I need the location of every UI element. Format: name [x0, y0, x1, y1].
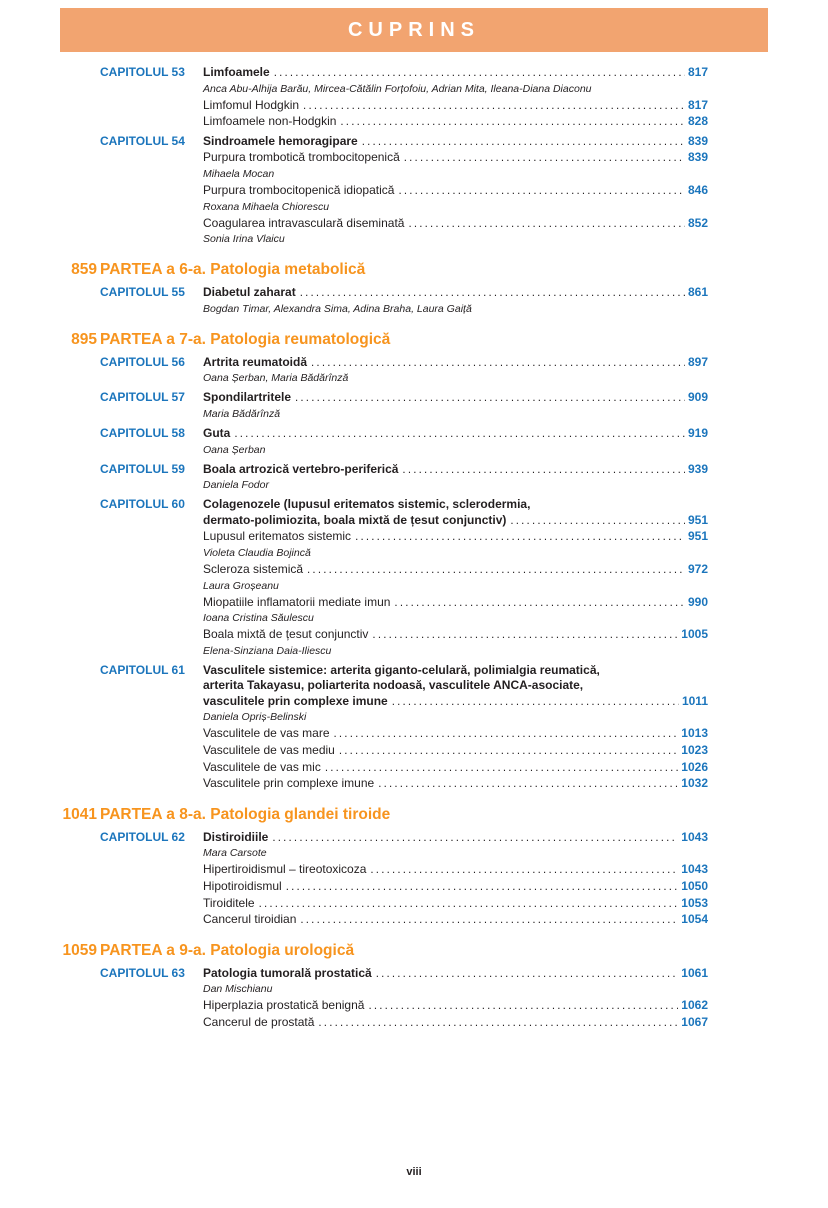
part-heading	[71, 330, 708, 349]
entry-leader-row	[203, 426, 708, 443]
dot-leader	[300, 913, 678, 929]
entry-title: Tiroiditele	[203, 895, 255, 910]
dot-leader	[286, 880, 679, 896]
toc-list	[62, 65, 708, 1032]
entry-title: Vasculitele de vas mediu	[203, 743, 335, 758]
entry-leader-row	[203, 98, 708, 115]
entry-leader-row	[203, 513, 708, 530]
dot-leader	[295, 391, 685, 407]
entry-title: Patologia tumorală prostatică	[203, 965, 372, 980]
entry-body	[203, 627, 708, 660]
entry-authors: Anca Abu-Alhija Barău, Mircea-Cătălin Forțofoiu, Adrian Mita, Ileana-Diana Diaconu	[203, 82, 592, 95]
part-title: PARTEA a 8-a. Patologia glandei tiroide	[100, 805, 391, 823]
entry-body	[203, 355, 708, 388]
entry-page-number: 972	[687, 561, 708, 576]
part-title: PARTEA a 9-a. Patologia urologică	[100, 941, 355, 959]
entry-leader-row	[203, 776, 708, 793]
entry-leader-row	[203, 462, 708, 479]
dot-leader	[376, 967, 679, 983]
entry-page-number: 990	[687, 594, 708, 609]
entry-page-number: 1032	[681, 776, 708, 791]
dot-leader	[334, 727, 679, 743]
entry-page-number: 839	[687, 133, 708, 148]
dot-leader	[311, 356, 685, 372]
sub-entry	[100, 595, 708, 628]
entry-title-line: arterita Takayasu, poliarterita nodoasă, vasculitele ANCA-asociate,	[203, 678, 584, 693]
dot-leader	[274, 66, 685, 82]
dot-leader	[318, 1016, 678, 1032]
entry-leader-row	[203, 830, 708, 847]
entry-body	[203, 426, 708, 459]
entry-title: Miopatiile inflamatorii mediate imun	[203, 594, 391, 609]
entry-authors: Laura Groșeanu	[203, 579, 279, 592]
sub-entry	[100, 726, 708, 743]
entry-title: Purpura trombocitopenică idiopatică	[203, 182, 395, 197]
entry-page-number: 939	[687, 461, 708, 476]
chapter-entry	[100, 497, 708, 529]
entry-title: Cancerul tiroidian	[203, 912, 297, 927]
dot-leader	[259, 897, 679, 913]
part-title: PARTEA a 7-a. Patologia reumatologică	[100, 330, 391, 348]
entry-body	[203, 966, 708, 999]
sub-entry	[100, 912, 708, 929]
entry-page-number: 897	[687, 354, 708, 369]
entry-body	[203, 390, 708, 423]
entry-page-number: 1043	[681, 862, 708, 877]
entry-authors: Daniela Opriș-Belinski	[203, 711, 307, 724]
dot-leader	[370, 863, 678, 879]
entry-title: Coagularea intravasculară diseminată	[203, 215, 405, 230]
page-title: CUPRINS	[347, 18, 480, 41]
dot-leader	[300, 286, 685, 302]
entry-body	[203, 134, 708, 151]
entry-page-number: 817	[687, 65, 708, 79]
entry-authors: Maria Bădărînză	[203, 407, 281, 420]
entry-leader-row	[203, 998, 708, 1015]
dot-leader	[307, 563, 685, 579]
entry-leader-row	[203, 216, 708, 233]
dot-leader	[368, 999, 678, 1015]
entry-leader-row	[203, 1015, 708, 1032]
chapter-label: CAPITOLUL 53	[100, 65, 185, 79]
dot-leader	[372, 628, 678, 644]
entry-authors: Violeta Claudia Bojincă	[203, 546, 311, 559]
sub-entry	[100, 627, 708, 660]
entry-page-number: 846	[687, 182, 708, 197]
entry-authors: Daniela Fodor	[203, 479, 269, 492]
entry-leader-row	[203, 912, 708, 929]
entry-page-number: 951	[687, 529, 708, 544]
entry-body	[203, 562, 708, 595]
entry-authors: Oana Șerban	[203, 443, 266, 456]
entry-body	[203, 216, 708, 249]
entry-page-number: 828	[687, 114, 708, 129]
part-start-page: 895	[71, 330, 97, 348]
sub-entry	[100, 879, 708, 896]
entry-leader-row	[203, 879, 708, 896]
sub-entry	[100, 529, 708, 562]
dot-leader	[339, 744, 678, 760]
entry-body	[203, 285, 708, 318]
entry-page-number: 919	[687, 425, 708, 440]
chapter-label: CAPITOLUL 55	[100, 285, 185, 300]
sub-entry	[100, 776, 708, 793]
dot-leader	[402, 463, 685, 479]
dot-leader	[340, 115, 685, 131]
entry-body	[203, 726, 708, 743]
sub-entry	[100, 998, 708, 1015]
chapter-entry	[100, 134, 708, 151]
entry-page-number: 1011	[681, 693, 708, 708]
entry-title: Diabetul zaharat	[203, 285, 296, 300]
entry-body	[203, 760, 708, 777]
chapter-label: CAPITOLUL 63	[100, 965, 185, 980]
dot-leader	[392, 695, 679, 711]
chapter-entry	[100, 830, 708, 863]
chapter-entry	[100, 65, 708, 98]
sub-entry	[100, 1015, 708, 1032]
entry-body	[203, 114, 708, 131]
chapter-entry	[100, 426, 708, 459]
chapter-entry	[100, 462, 708, 495]
dot-leader	[378, 777, 678, 793]
entry-body	[203, 998, 708, 1015]
dot-leader	[408, 217, 685, 233]
sub-entry	[100, 562, 708, 595]
entry-leader-row	[203, 694, 708, 711]
chapter-label: CAPITOLUL 57	[100, 390, 185, 405]
entry-body	[203, 183, 708, 216]
entry-leader-row	[203, 390, 708, 407]
part-heading	[62, 805, 708, 824]
entry-leader-row	[203, 529, 708, 546]
chapter-entry	[100, 390, 708, 423]
entry-page-number: 1061	[681, 965, 708, 980]
entry-body	[203, 150, 708, 183]
entry-leader-row	[203, 285, 708, 302]
entry-leader-row	[203, 134, 708, 151]
entry-title: Scleroza sistemică	[203, 561, 304, 576]
entry-body	[203, 663, 708, 727]
chapter-label: CAPITOLUL 59	[100, 461, 185, 476]
dot-leader	[234, 427, 685, 443]
entry-authors: Dan Mischianu	[203, 983, 273, 996]
entry-body	[203, 896, 708, 913]
entry-title: Guta	[203, 425, 231, 440]
dot-leader	[355, 530, 685, 546]
sub-entry	[100, 760, 708, 777]
entry-leader-row	[203, 862, 708, 879]
entry-leader-row	[203, 726, 708, 743]
entry-title: dermato-polimiozita, boala mixtă de țesut conjunctiv)	[203, 512, 507, 527]
entry-title: Limfomul Hodgkin	[203, 97, 300, 112]
chapter-label: CAPITOLUL 56	[100, 354, 185, 369]
entry-title: Purpura trombotică trombocitopenică	[203, 150, 400, 165]
entry-leader-row	[203, 627, 708, 644]
part-heading	[71, 260, 708, 279]
entry-page-number: 909	[687, 390, 708, 405]
entry-title-line: Vasculitele sistemice: arterita giganto-celulară, polimialgia reumatică,	[203, 662, 600, 677]
entry-title: Spondilartritele	[203, 390, 292, 405]
entry-title: Hipertiroidismul – tireotoxicoza	[203, 862, 367, 877]
entry-authors: Sonia Irina Vlaicu	[203, 233, 285, 246]
sub-entry	[100, 743, 708, 760]
chapter-label: CAPITOLUL 61	[100, 662, 185, 677]
dot-leader	[303, 99, 685, 115]
entry-leader-row	[203, 114, 708, 131]
entry-body	[203, 98, 708, 115]
entry-authors: Ioana Cristina Săulescu	[203, 612, 314, 625]
entry-page-number: 951	[687, 512, 708, 527]
entry-body	[203, 776, 708, 793]
entry-page-number: 861	[687, 285, 708, 300]
sub-entry	[100, 98, 708, 115]
contents-header-bar	[60, 8, 768, 52]
entry-body	[203, 743, 708, 760]
entry-title: Artrita reumatoidă	[203, 354, 308, 369]
entry-leader-row	[203, 896, 708, 913]
sub-entry	[100, 896, 708, 913]
entry-title: Limfoamele	[203, 65, 270, 79]
entry-authors: Oana Șerban, Maria Bădărînză	[203, 372, 349, 385]
entry-title: Hiperplazia prostatică benignă	[203, 998, 365, 1013]
entry-title: Vasculitele prin complexe imune	[203, 776, 375, 791]
entry-title: Vasculitele de vas mare	[203, 726, 330, 741]
chapter-label: CAPITOLUL 58	[100, 425, 185, 440]
entry-page-number: 1053	[681, 895, 708, 910]
entry-title: Lupusul eritematos sistemic	[203, 529, 352, 544]
entry-leader-row	[203, 183, 708, 200]
entry-leader-row	[203, 150, 708, 167]
dot-leader	[362, 135, 685, 151]
chapter-entry	[100, 966, 708, 999]
dot-leader	[404, 151, 685, 167]
sub-entry	[100, 150, 708, 183]
entry-body	[203, 595, 708, 628]
entry-page-number: 1013	[681, 726, 708, 741]
entry-title: Cancerul de prostată	[203, 1015, 315, 1029]
entry-body	[203, 1015, 708, 1032]
entry-page-number: 1054	[681, 912, 708, 927]
chapter-entry	[100, 663, 708, 727]
part-start-page: 1059	[62, 941, 97, 959]
dot-leader	[398, 184, 685, 200]
entry-title: Vasculitele de vas mic	[203, 759, 321, 774]
entry-authors: Mihaela Mocan	[203, 167, 275, 180]
entry-body	[203, 830, 708, 863]
entry-page-number: 839	[687, 150, 708, 165]
entry-body	[203, 497, 708, 529]
part-start-page: 1041	[62, 805, 97, 823]
entry-page-number: 1043	[681, 829, 708, 844]
part-heading	[62, 941, 708, 960]
entry-leader-row	[203, 355, 708, 372]
entry-page-number: 1026	[681, 759, 708, 774]
entry-leader-row	[203, 743, 708, 760]
entry-body	[203, 462, 708, 495]
entry-leader-row	[203, 595, 708, 612]
entry-page-number: 852	[687, 215, 708, 230]
entry-body	[203, 862, 708, 879]
entry-title: Limfoamele non-Hodgkin	[203, 114, 337, 129]
dot-leader	[272, 831, 678, 847]
part-title: PARTEA a 6-a. Patologia metabolică	[100, 261, 366, 279]
entry-leader-row	[203, 65, 708, 82]
page-footer	[0, 1166, 828, 1178]
entry-title: Boala artrozică vertebro-periferică	[203, 461, 399, 476]
sub-entry	[100, 862, 708, 879]
entry-leader-row	[203, 760, 708, 777]
sub-entry	[100, 183, 708, 216]
entry-body	[203, 65, 708, 98]
entry-authors: Mara Carsote	[203, 847, 267, 860]
entry-title: vasculitele prin complexe imune	[203, 693, 388, 708]
chapter-label: CAPITOLUL 54	[100, 133, 185, 148]
entry-page-number: 1067	[681, 1015, 708, 1029]
entry-body	[203, 912, 708, 929]
chapter-label: CAPITOLUL 62	[100, 829, 185, 844]
folio-page-number: viii	[406, 1166, 422, 1178]
entry-authors: Elena-Sinziana Daia-Iliescu	[203, 644, 332, 657]
entry-leader-row	[203, 966, 708, 983]
sub-entry	[100, 216, 708, 249]
entry-authors: Roxana Mihaela Chiorescu	[203, 200, 330, 213]
sub-entry	[100, 114, 708, 131]
entry-page-number: 1005	[681, 627, 708, 642]
entry-title: Distiroidiile	[203, 829, 269, 844]
chapter-entry	[100, 285, 708, 318]
entry-leader-row	[203, 562, 708, 579]
entry-title: Hipotiroidismul	[203, 879, 282, 894]
entry-page-number: 1023	[681, 743, 708, 758]
dot-leader	[394, 596, 685, 612]
entry-title: Sindroamele hemoragipare	[203, 133, 358, 148]
chapter-label: CAPITOLUL 60	[100, 497, 185, 512]
entry-body	[203, 879, 708, 896]
entry-page-number: 1062	[681, 998, 708, 1013]
entry-body	[203, 529, 708, 562]
part-start-page: 859	[71, 261, 97, 279]
chapter-entry	[100, 355, 708, 388]
entry-title-line: Colagenozele (lupusul eritematos sistemic, sclerodermia,	[203, 497, 531, 512]
entry-title: Boala mixtă de țesut conjunctiv	[203, 627, 369, 642]
entry-page-number: 817	[687, 97, 708, 112]
dot-leader	[325, 761, 678, 777]
entry-page-number: 1050	[681, 879, 708, 894]
dot-leader	[510, 514, 685, 530]
entry-authors: Bogdan Timar, Alexandra Sima, Adina Braha, Laura Gaiță	[203, 302, 472, 315]
